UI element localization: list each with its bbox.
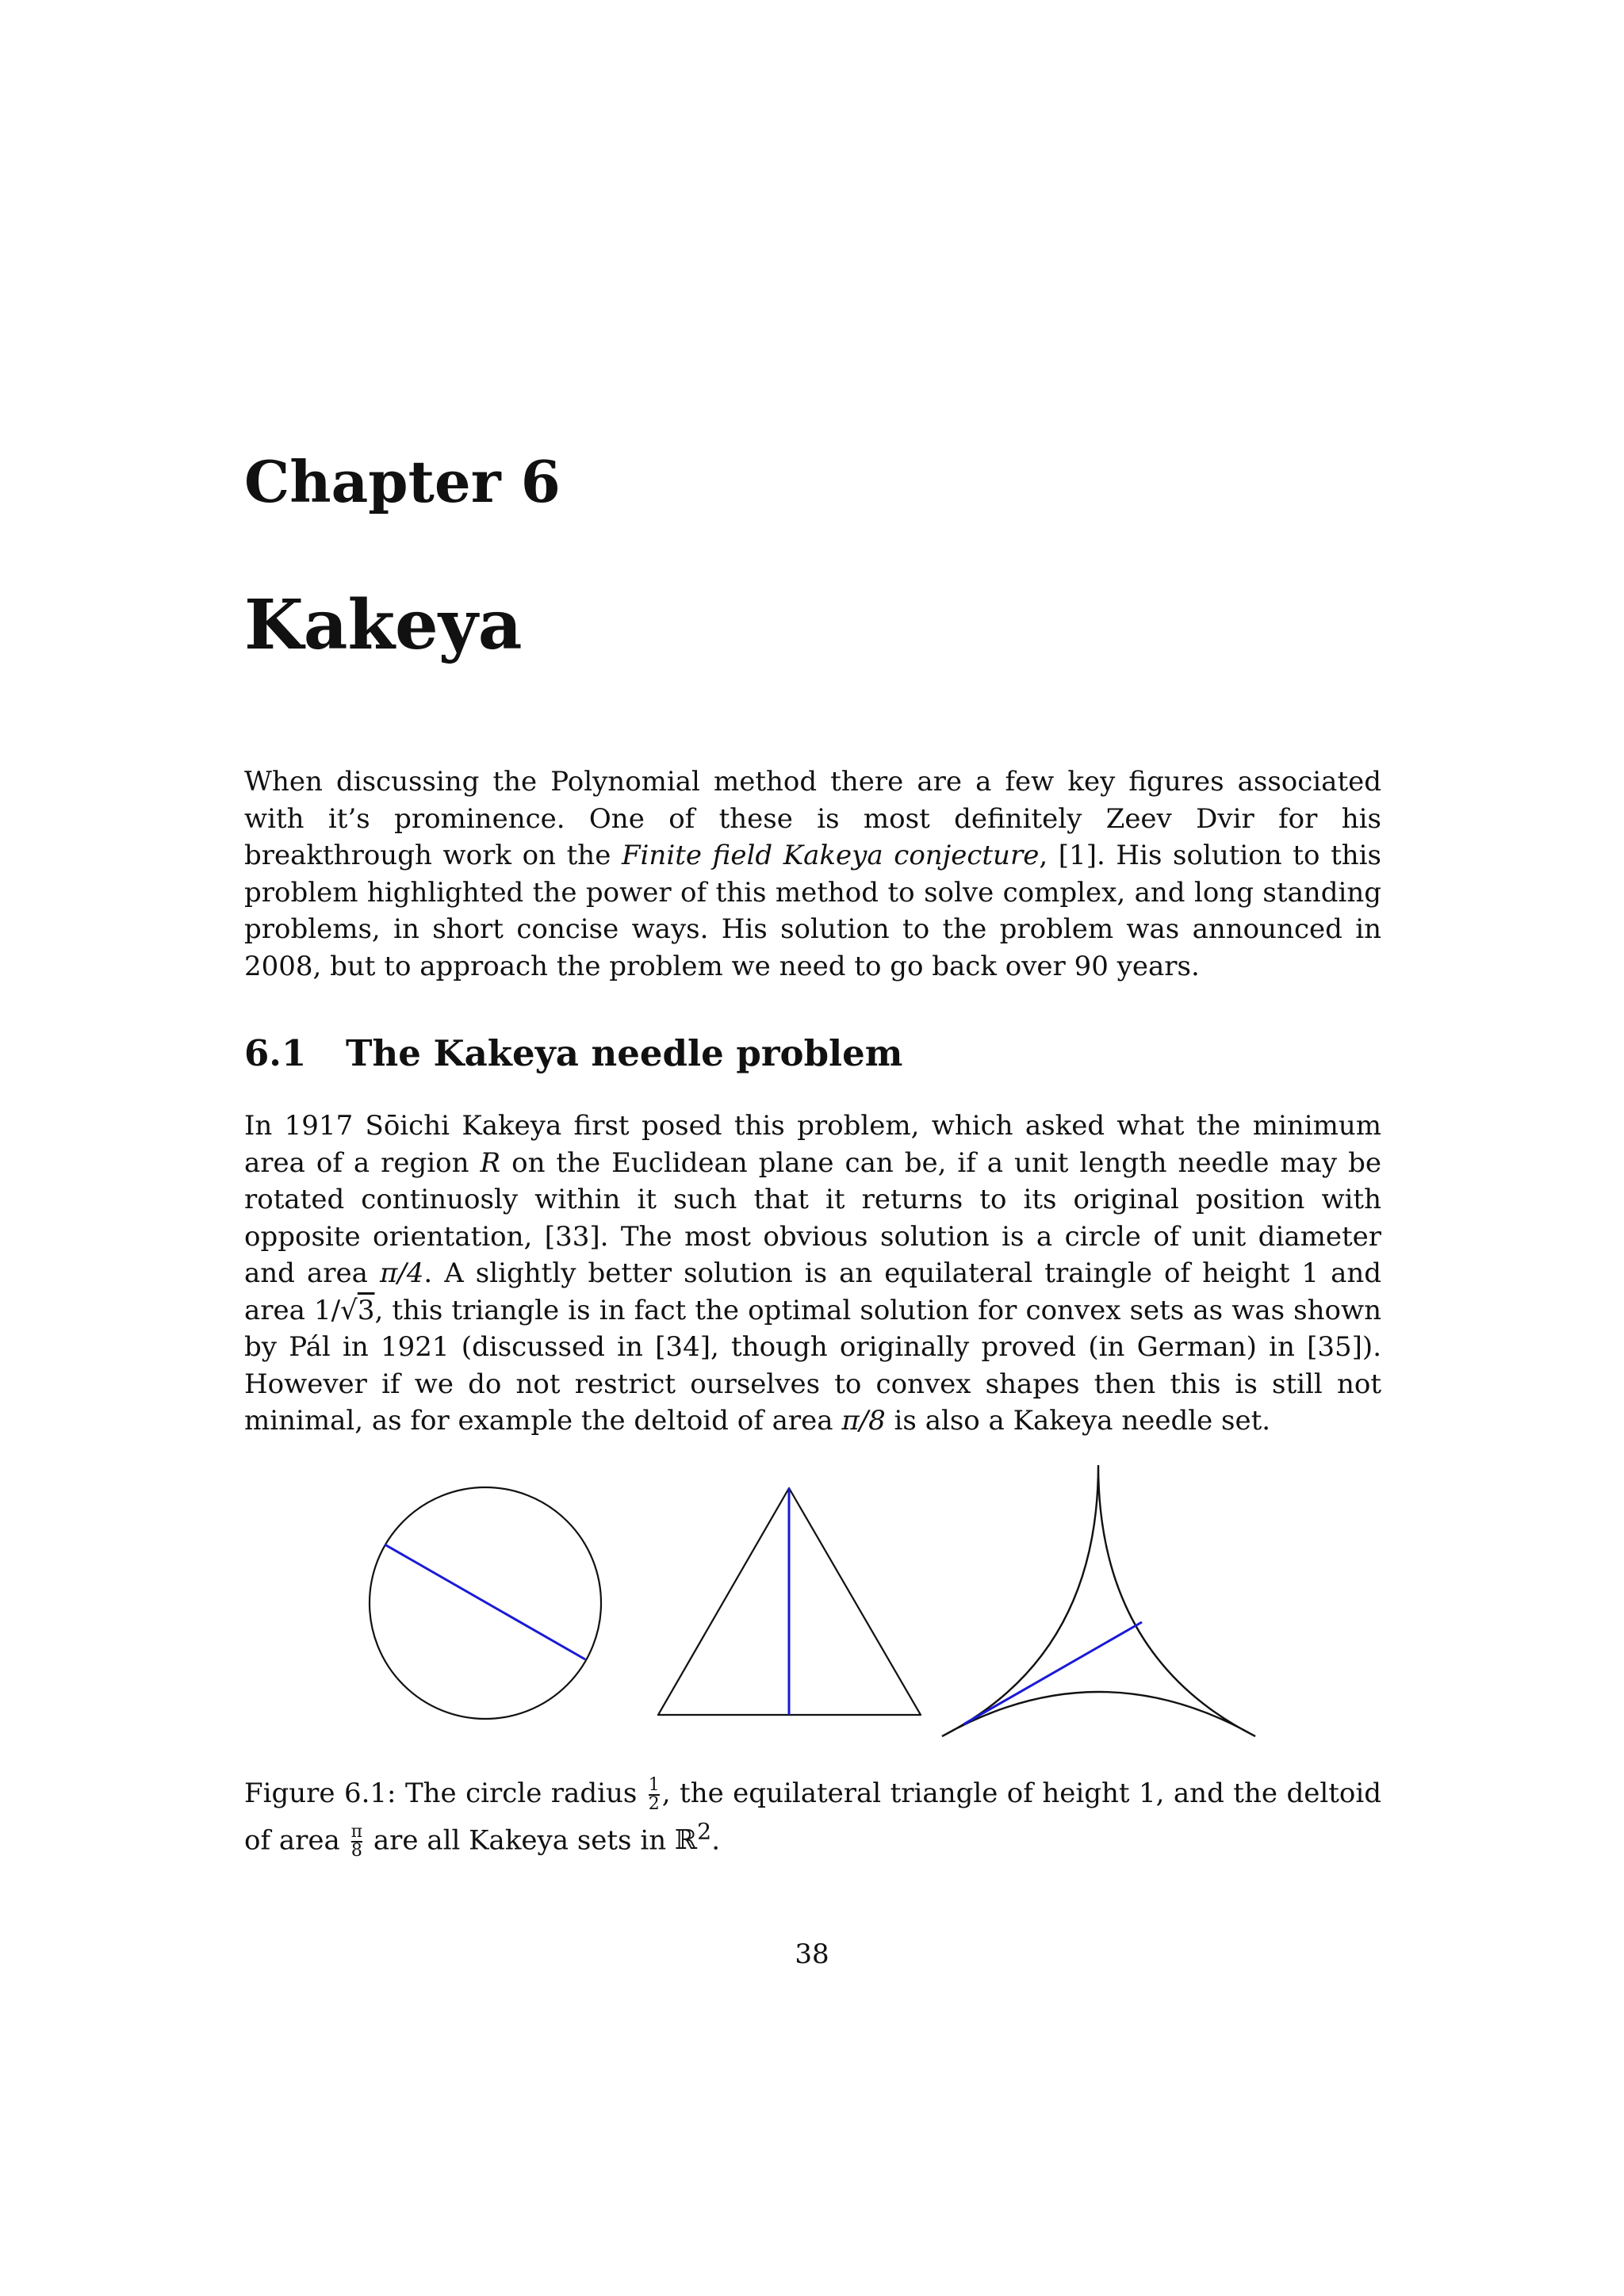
section-title: The Kakeya needle problem xyxy=(346,1032,903,1074)
needle-text-2: on the Euclidean plane can be, if a unit length needle may be rotated continuosly within it such that it returns to its original position with opposite orientation, [33]. The most obvious solution is a circle of unit diameter and area xyxy=(244,1146,1381,1289)
circle-needle xyxy=(385,1544,585,1659)
caption-text-3: are all Kakeya sets in xyxy=(365,1824,675,1857)
needle-text-3: . A slightly better solution is an equilateral traingle of height 1 and area xyxy=(244,1257,1381,1326)
caption-text-1: The circle radius xyxy=(396,1777,646,1809)
triangle-area-math xyxy=(314,1295,374,1326)
fraction-one-half xyxy=(649,1777,660,1813)
caption-text-2: , the equilateral triangle of height 1, and the deltoid of area xyxy=(244,1777,1381,1857)
deltoid-area-math: π/8 xyxy=(841,1405,886,1437)
fraction-pi-over-eight xyxy=(351,1823,362,1860)
caption-text-4: . xyxy=(711,1824,721,1857)
region-variable: R xyxy=(480,1146,501,1179)
chapter-label: Chapter 6 xyxy=(244,448,561,515)
deltoid-outline xyxy=(942,1465,1255,1736)
needle-text-5: is also a Kakeya needle set. xyxy=(885,1405,1271,1437)
fraction-numerator: 1 xyxy=(648,1775,660,1795)
fraction-denominator: 2 xyxy=(648,1794,660,1814)
intro-paragraph xyxy=(244,763,1381,985)
dimension-exponent: 2 xyxy=(697,1819,712,1845)
caption-label: Figure 6.1: xyxy=(244,1777,396,1809)
page-number: 38 xyxy=(795,1938,829,1970)
triangle-area-radicand: 3 xyxy=(357,1294,375,1326)
kakeya-sets-figure xyxy=(349,1451,1269,1752)
deltoid-needle xyxy=(963,1622,1142,1724)
needle-text-1: In 1917 Sōichi Kakeya first posed this problem, which asked what the minimum area of a region xyxy=(244,1110,1381,1179)
intro-text-rest: , [1]. His solution to this problem highlighted the power of this method to solve complex, and long standing problems, in short concise ways. His solution to the problem was announced in 2008, but to approach the problem we need to go back over 90 years. xyxy=(244,840,1381,982)
intro-italic-term: Finite field Kakeya conjecture xyxy=(621,840,1040,871)
figure-caption xyxy=(244,1774,1381,1860)
fraction-denominator: 8 xyxy=(350,1841,362,1862)
circle-area-math: π/4 xyxy=(379,1257,424,1289)
triangle-area-prefix: 1/√ xyxy=(314,1294,358,1326)
needle-text-4: , this triangle is in fact the optimal solution for convex sets as was shown by Pál in 1921 (discussed in [34], though originally proved (in German) in [35]). However if we do not restrict ourselves to convex shapes then this is still not minimal, as for example the deltoid of area xyxy=(244,1294,1381,1437)
fraction-numerator: π xyxy=(350,1822,363,1843)
real-numbers-symbol: ℝ xyxy=(674,1824,698,1857)
section-heading xyxy=(244,1032,903,1074)
needle-paragraph xyxy=(244,1108,1381,1440)
section-number: 6.1 xyxy=(244,1032,307,1074)
intro-text: When discussing the Polynomial method there are a few key figures associated with it’s prominence. One of these is most definitely Zeev Dvir for his breakthrough work on the xyxy=(244,766,1381,871)
chapter-title: Kakeya xyxy=(244,585,523,665)
real-plane-symbol xyxy=(674,1819,712,1857)
